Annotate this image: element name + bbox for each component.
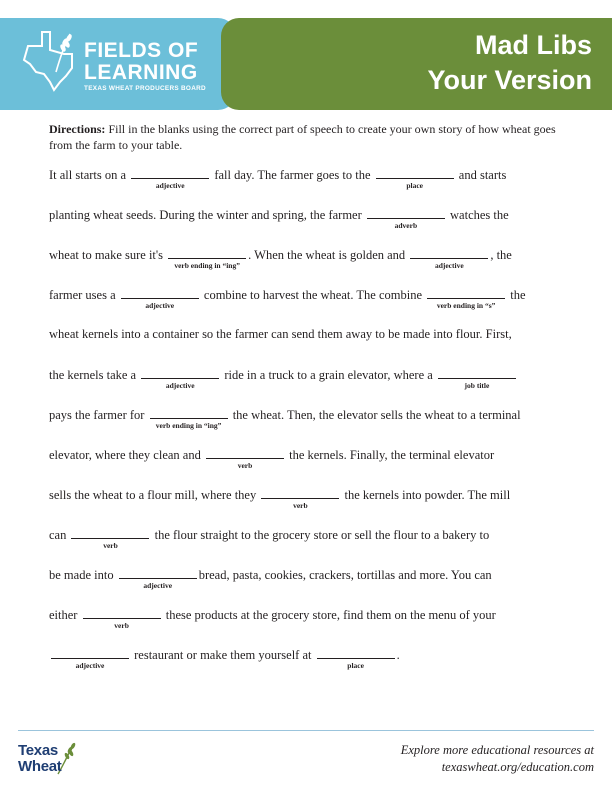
story-text: the kernels into powder. The mill: [341, 488, 511, 502]
story-line: [49, 606, 496, 630]
story-text: restaurant or make them yourself at: [131, 648, 315, 662]
part-of-speech-hint: job title: [464, 381, 490, 390]
story-text: .: [396, 648, 400, 662]
story-text: either: [49, 608, 81, 622]
story-line: [49, 246, 512, 270]
story-text: watches the: [446, 208, 509, 222]
part-of-speech-hint: verb ending in “s”: [436, 301, 496, 310]
logo-subtitle: TEXAS WHEAT PRODUCERS BOARD: [84, 85, 206, 92]
story-text: bread, pasta, cookies, crackers, tortillas and more. You can: [198, 568, 492, 582]
story-text: the flour straight to the grocery store or sell the flour to a bakery to: [151, 528, 490, 542]
story-text: and starts: [455, 168, 507, 182]
fill-in-blank[interactable]: [367, 206, 445, 230]
footer-cta-link[interactable]: texaswheat.org/education.com: [441, 760, 594, 774]
part-of-speech-hint: verb ending in “ing”: [155, 421, 222, 430]
fill-in-blank[interactable]: [121, 286, 199, 310]
story-line: [49, 486, 511, 510]
directions-text: Fill in the blanks using the correct part of speech to create your own story of how wheat goes from the farm to your table.: [49, 122, 556, 152]
story-line: [49, 286, 526, 310]
fill-in-blank[interactable]: [119, 566, 197, 590]
story-text: can: [49, 528, 70, 542]
story-text: the kernels take a: [49, 368, 140, 382]
story-text: farmer uses a: [49, 288, 119, 302]
directions-label: Directions:: [49, 122, 106, 136]
page-title: [427, 28, 592, 98]
story-text: the: [507, 288, 526, 302]
story-text: ride in a truck to a grain elevator, where a: [221, 368, 436, 382]
fill-in-blank[interactable]: [438, 366, 516, 390]
story-text: planting wheat seeds. During the winter and spring, the farmer: [49, 208, 365, 222]
part-of-speech-hint: adjective: [434, 261, 464, 270]
story-text: . When the wheat is golden and: [248, 248, 409, 262]
directions: [49, 121, 579, 153]
footer-cta-line-1: Explore more educational resources at: [400, 743, 594, 757]
part-of-speech-hint: place: [347, 661, 364, 670]
part-of-speech-hint: adjective: [143, 581, 173, 590]
part-of-speech-hint: adjective: [155, 181, 185, 190]
fill-in-blank[interactable]: [141, 366, 219, 390]
part-of-speech-hint: verb ending in “ing”: [174, 261, 240, 270]
story-text: fall day. The farmer goes to the: [211, 168, 374, 182]
fill-in-blank[interactable]: [317, 646, 395, 670]
fill-in-blank[interactable]: [83, 606, 161, 630]
story-line: [49, 566, 492, 590]
part-of-speech-hint: verb: [293, 501, 308, 510]
part-of-speech-hint: adjective: [145, 301, 175, 310]
fill-in-blank[interactable]: [261, 486, 339, 510]
footer-brand-line-2: Wheat: [18, 758, 62, 775]
part-of-speech-hint: adjective: [165, 381, 195, 390]
story-line: [49, 366, 518, 390]
header-title-panel: [221, 18, 612, 110]
fill-in-blank[interactable]: [150, 406, 228, 430]
story-text: , the: [490, 248, 512, 262]
fill-in-blank[interactable]: [376, 166, 454, 190]
story-text: combine to harvest the wheat. The combine: [200, 288, 426, 302]
story-text: elevator, where they clean and: [49, 448, 204, 462]
story-text: wheat kernels into a container so the farmer can send them away to be made into flour. First,: [49, 327, 512, 341]
story-line: [49, 446, 495, 470]
footer-brand-line-1: Texas: [18, 742, 58, 759]
part-of-speech-hint: verb: [103, 541, 118, 550]
story-text: sells the wheat to a flour mill, where they: [49, 488, 260, 502]
title-line-1: Mad Libs: [474, 30, 592, 60]
story-text: the kernels. Finally, the terminal elevator: [285, 448, 495, 462]
story-text: wheat to make sure it's: [49, 248, 167, 262]
part-of-speech-hint: adjective: [75, 661, 105, 670]
part-of-speech-hint: verb: [114, 621, 129, 630]
footer-cta: [401, 742, 594, 776]
part-of-speech-hint: place: [406, 181, 423, 190]
story-line: [49, 646, 400, 670]
part-of-speech-hint: adverb: [394, 221, 418, 230]
fill-in-blank[interactable]: [168, 246, 246, 270]
header-logo-panel: [0, 18, 236, 110]
story-text: these products at the grocery store, find them on the menu of your: [162, 608, 496, 622]
story-line: [49, 406, 521, 430]
texas-wheat-logo-icon: [20, 28, 80, 94]
title-line-2: Your Version: [427, 65, 592, 95]
fill-in-blank[interactable]: [410, 246, 488, 270]
story-line: [49, 166, 507, 190]
logo-line-1: FIELDS OF: [84, 39, 199, 62]
logo-line-2: LEARNING: [84, 61, 198, 84]
fill-in-blank[interactable]: [131, 166, 209, 190]
fill-in-blank[interactable]: [206, 446, 284, 470]
story-text: the wheat. Then, the elevator sells the wheat to a terminal: [229, 408, 521, 422]
fill-in-blank[interactable]: [51, 646, 129, 670]
footer-divider: [18, 730, 594, 731]
part-of-speech-hint: verb: [237, 461, 253, 470]
fill-in-blank[interactable]: [71, 526, 149, 550]
story-text: pays the farmer for: [49, 408, 148, 422]
fill-in-blank[interactable]: [427, 286, 505, 310]
story-text: It all starts on a: [49, 168, 130, 182]
story-line: [49, 526, 490, 550]
story-text: be made into: [49, 568, 117, 582]
story-line: [49, 206, 509, 230]
story-line: [49, 326, 512, 342]
